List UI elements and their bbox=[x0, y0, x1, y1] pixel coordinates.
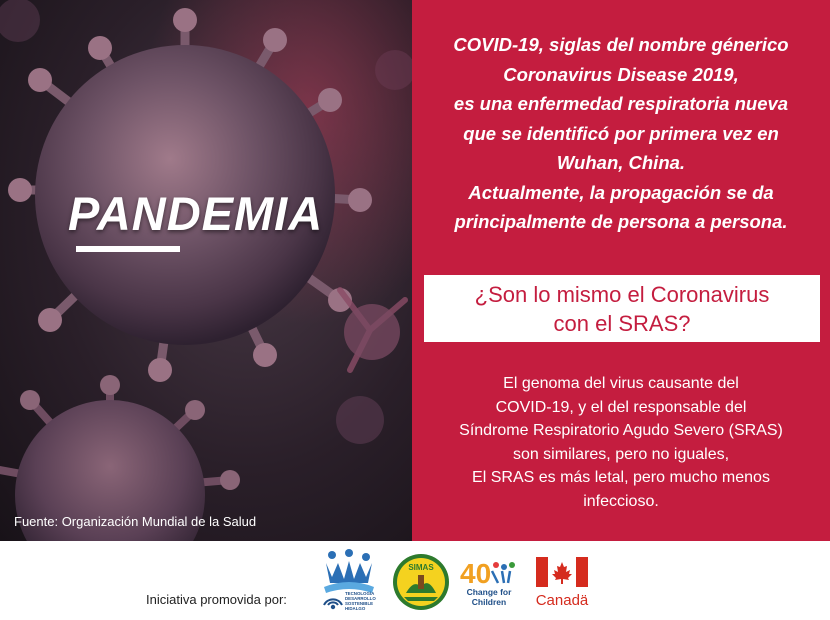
intro-line: Wuhan, China. bbox=[556, 152, 686, 173]
question-line: ¿Son lo mismo el Coronavirus bbox=[474, 282, 770, 307]
intro-paragraph bbox=[422, 30, 820, 237]
virus-image-panel bbox=[0, 0, 412, 541]
canada-logo-icon bbox=[532, 555, 596, 611]
itds-logo-text: TECNOLOGÍA bbox=[345, 591, 375, 596]
answer-line: Síndrome Respiratorio Agudo Severo (SRAS) bbox=[459, 422, 783, 439]
answer-paragraph bbox=[422, 372, 820, 513]
intro-line: Coronavirus Disease 2019, bbox=[503, 63, 739, 85]
itds-logo-icon bbox=[318, 547, 380, 615]
answer-line: infeccioso. bbox=[583, 492, 659, 510]
cfc-logo-number: 40 bbox=[460, 558, 492, 589]
answer-line: El genoma del virus causante del bbox=[503, 375, 739, 392]
page-title: PANDEMIA bbox=[68, 187, 324, 240]
question-heading bbox=[424, 280, 820, 338]
intro-line: es una enfermedad respiratoria nueva bbox=[453, 93, 789, 114]
canada-logo-text: Canadä bbox=[535, 592, 589, 609]
intro-line: principalmente de persona a persona. bbox=[454, 211, 788, 232]
cfc-logo-text: Change for bbox=[466, 587, 512, 597]
change-for-children-logo-icon bbox=[458, 555, 520, 613]
itds-logo-text: SOSTENIBLE bbox=[345, 601, 374, 606]
info-panel bbox=[412, 0, 830, 541]
question-line: con el SRAS? bbox=[553, 311, 691, 336]
itds-logo-text: HIDALGO bbox=[345, 606, 366, 611]
simas-logo-text: SIMAS bbox=[408, 563, 434, 572]
intro-line: Actualmente, la propagación se da bbox=[468, 181, 774, 203]
answer-line: son similares, pero no iguales, bbox=[512, 445, 730, 463]
sponsor-footer bbox=[0, 541, 830, 620]
question-box bbox=[424, 275, 820, 342]
answer-line: COVID-19, y el del responsable del bbox=[495, 398, 747, 416]
coronavirus-illustration-icon bbox=[0, 0, 412, 541]
itds-logo-text: DESARROLLO bbox=[345, 596, 376, 601]
cfc-logo-text: Children bbox=[471, 597, 507, 607]
title-underline bbox=[76, 246, 180, 252]
source-note: Fuente: Organización Mundial de la Salud bbox=[14, 514, 257, 529]
simas-logo-icon bbox=[392, 553, 450, 611]
intro-line: COVID-19, siglas del nombre génerico bbox=[453, 34, 789, 55]
answer-line: El SRAS es más letal, pero mucho menos bbox=[472, 469, 770, 486]
sponsor-label: Iniciativa promovida por: bbox=[146, 592, 287, 607]
intro-line: que se identificó por primera vez en bbox=[463, 122, 779, 144]
